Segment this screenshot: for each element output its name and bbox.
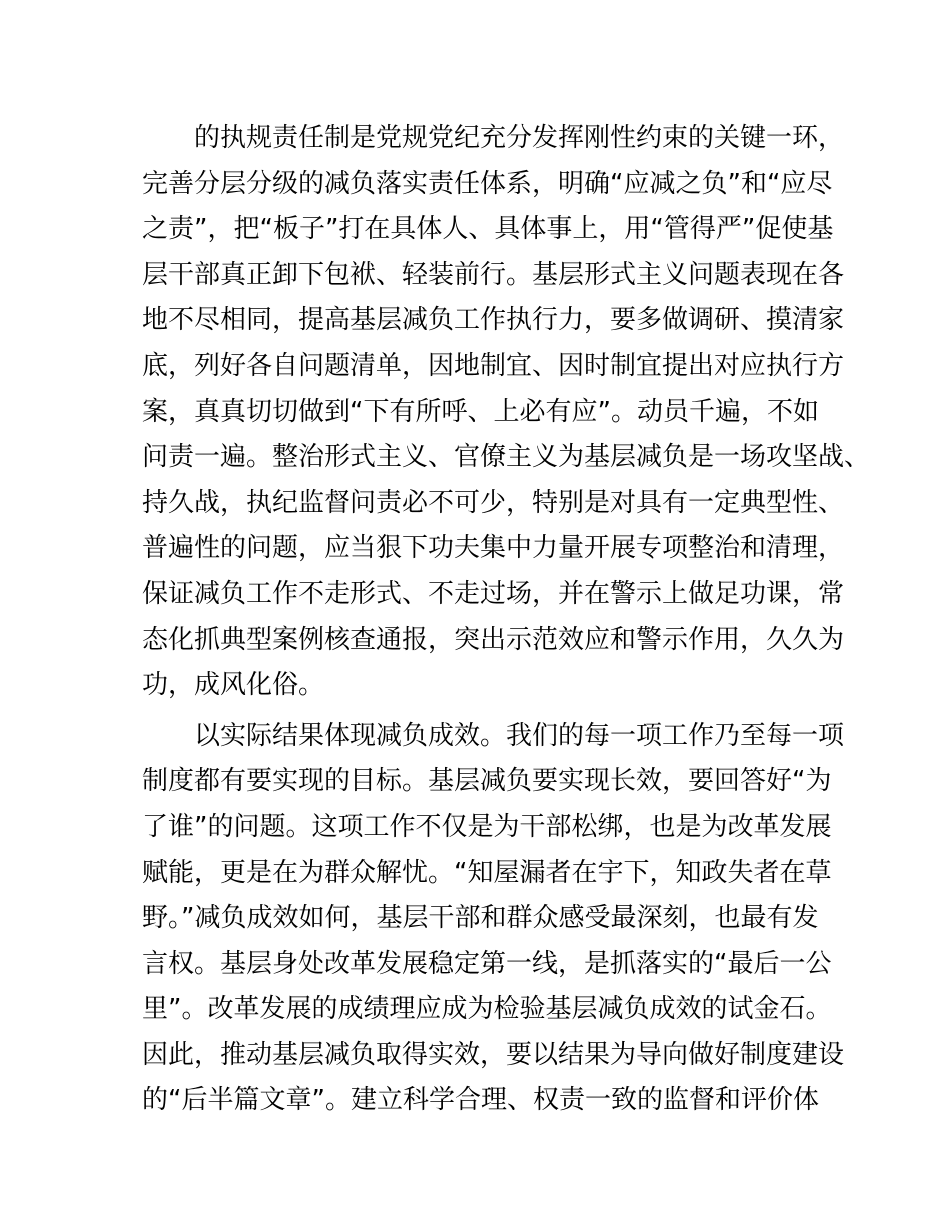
- text-line: 地不尽相同，提高基层减负工作执行力，要多做调研、摸清家: [142, 305, 845, 336]
- text-line: 普遍性的问题，应当狠下功夫集中力量开展专项整治和清理，: [142, 533, 845, 564]
- text-line: 制度都有要实现的目标。基层减负要实现长效，要回答好“为: [142, 766, 832, 797]
- text-line: 言权。基层身处改革发展稳定第一线，是抓落实的“最后一公: [142, 948, 832, 979]
- text-line: 持久战，执纪监督问责必不可少，特别是对具有一定典型性、: [142, 487, 845, 518]
- text-line: 完善分层分级的减负落实责任体系，明确“应减之负”和“应尽: [142, 168, 833, 199]
- text-line: 态化抓典型案例核查通报，突出示范效应和警示作用，久久为: [142, 624, 845, 655]
- paragraph-1: [142, 116, 871, 709]
- text-line: 了谁”的问题。这项工作不仅是为干部松绑，也是为改革发展: [142, 811, 832, 842]
- paragraph-2: [142, 714, 845, 1124]
- text-line: 因此，推动基层减负取得实效，要以结果为导向做好制度建设: [142, 1039, 845, 1070]
- text-line: 里”。改革发展的成绩理应成为检验基层减负成效的试金石。: [142, 994, 832, 1025]
- text-line: 以实际结果体现减负成效。我们的每一项工作乃至每一项: [194, 720, 845, 751]
- text-line: 底，列好各自问题清单，因地制宜、因时制宜提出对应执行方: [142, 350, 845, 381]
- text-line: 功，成风化俗。: [142, 670, 325, 701]
- text-line: 的“后半篇文章”。建立科学合理、权责一致的监督和评价体: [142, 1085, 819, 1116]
- text-line: 问责一遍。整治形式主义、官僚主义为基层减负是一场攻坚战、: [142, 442, 871, 473]
- text-line: 保证减负工作不走形式、不走过场，并在警示上做足功课，常: [142, 578, 845, 609]
- text-line: 之责”，把“板子”打在具体人、具体事上，用“管得严”促使基: [142, 214, 834, 245]
- text-line: 赋能，更是在为群众解忧。“知屋漏者在宇下，知政失者在草: [142, 857, 832, 888]
- text-line: 案，真真切切做到“下有所呼、上必有应”。动员千遍，不如: [142, 396, 819, 427]
- body-text: [142, 116, 871, 1124]
- text-line: 野。”减负成效如何，基层干部和群众感受最深刻，也最有发: [142, 903, 819, 934]
- text-line: 层干部真正卸下包袱、轻装前行。基层形式主义问题表现在各: [142, 259, 845, 290]
- text-line: 的执规责任制是党规党纪充分发挥刚性约束的关键一环，: [194, 123, 845, 153]
